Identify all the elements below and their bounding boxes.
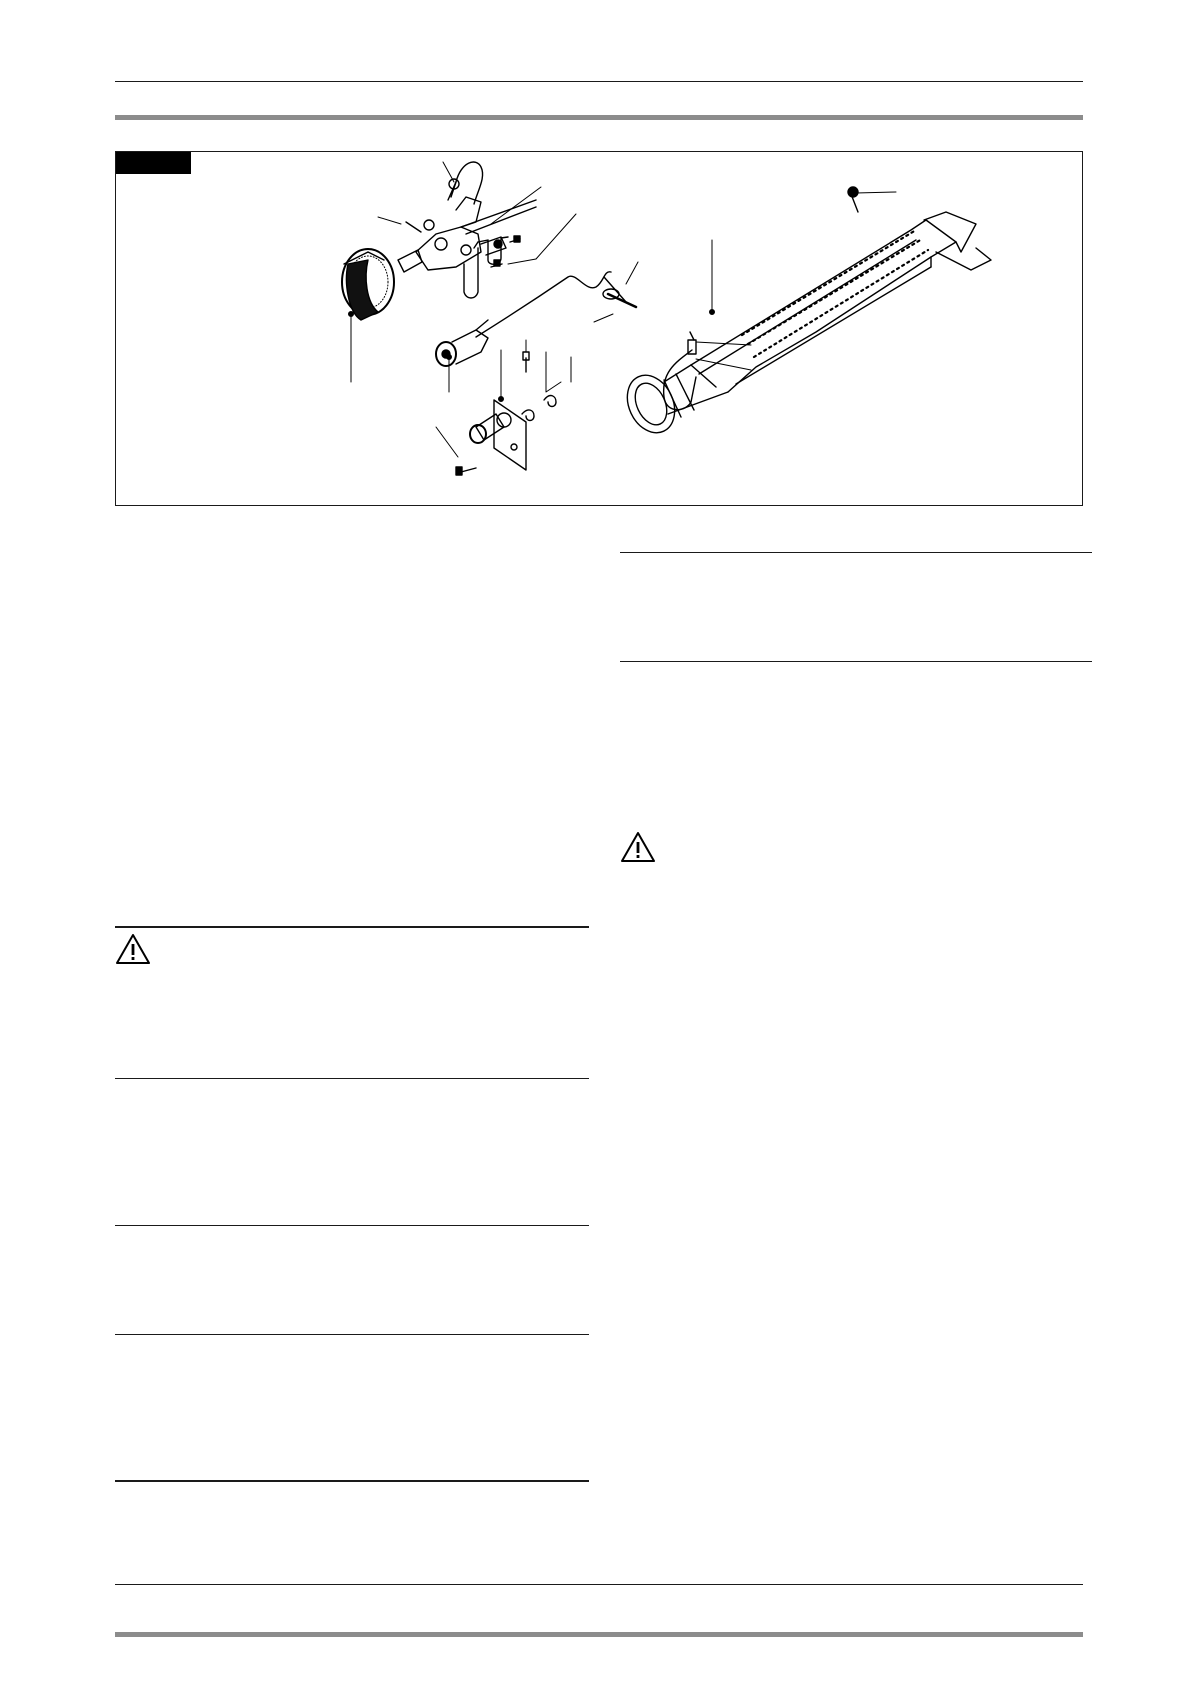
footer-rule-thick (115, 1632, 1083, 1637)
control-knob (342, 249, 394, 320)
figure-frame (115, 151, 1083, 506)
pilot-bracket (456, 352, 556, 475)
header-rule-thin (115, 81, 1083, 82)
left-col-rule-5 (115, 1480, 589, 1482)
left-col-rule-1 (115, 926, 589, 928)
right-col-rule-1 (620, 552, 1092, 553)
burner-assembly-diagram (116, 152, 1082, 505)
left-col-rule-3 (115, 1225, 589, 1226)
left-col-rule-4 (115, 1334, 589, 1335)
footer-rule-thin (115, 1584, 1083, 1585)
electrode (664, 332, 696, 410)
left-col-rule-2 (115, 1078, 589, 1079)
burner-tube (618, 212, 991, 440)
top-screw (848, 187, 858, 212)
igniter-button (436, 320, 488, 366)
leader-lines (349, 162, 897, 457)
header-rule-thick (115, 115, 1083, 120)
gas-pipe (461, 200, 536, 298)
warning-triangle-icon (620, 831, 656, 863)
thermocouple-lead (476, 272, 636, 337)
warning-triangle-icon (115, 933, 151, 965)
right-col-rule-2 (620, 661, 1092, 662)
